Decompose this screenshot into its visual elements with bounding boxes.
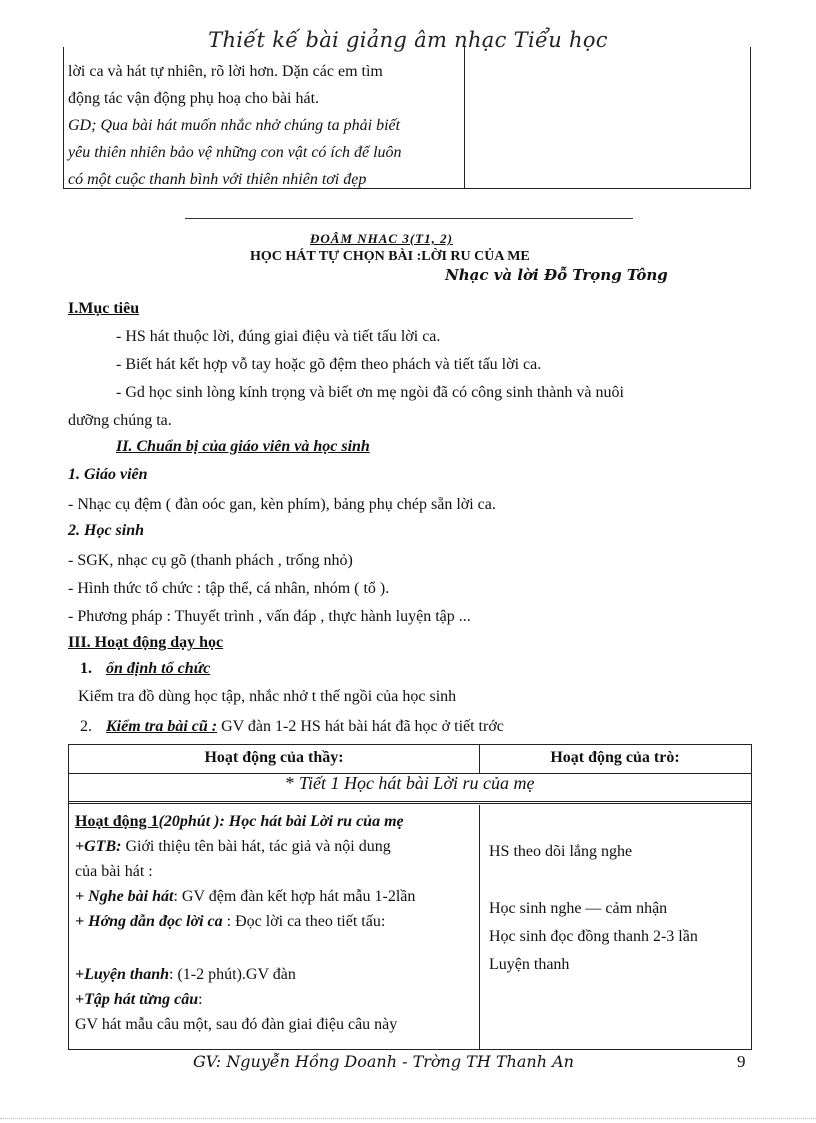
step-1-number: 1. xyxy=(80,660,92,677)
garbled-heading: ĐOÂM NHAC 3(T1, 2) xyxy=(310,231,453,246)
huong-line xyxy=(75,909,475,934)
student-response-1: HS theo dõi lắng nghe xyxy=(489,843,633,860)
student-response-2: Học sinh nghe — cảm nhận xyxy=(489,900,668,917)
huong-text: : Đọc lời ca theo tiết tấu: xyxy=(222,913,386,930)
col-teacher-header: Hoạt động của thầy: xyxy=(204,749,344,766)
student-response-3: Học sinh đọc đồng thanh 2-3 lần xyxy=(489,928,698,945)
page-header-title: Thiết kế bài giảng âm nhạc Tiểu học xyxy=(208,28,608,52)
luyen-text: : (1-2 phút).GV đàn xyxy=(169,966,296,983)
subheader-text: Tiết 1 Học hát bài Lời ru của mẹ xyxy=(298,773,535,793)
horizontal-rule xyxy=(185,218,633,219)
top-line-1: lời ca và hát tự nhiên, rõ lời hơn. Dặn các em tìm xyxy=(68,63,383,80)
section-1-heading xyxy=(68,300,139,318)
student-response-4: Luyện thanh xyxy=(489,956,570,973)
subheader-star: * xyxy=(285,773,299,793)
section-3-heading-text: III. Hoạt động dạy học xyxy=(68,634,224,651)
section-3-heading xyxy=(68,634,223,652)
teacher-item: - Nhạc cụ đệm ( đàn oóc gan, kèn phím), bảng phụ chép sẵn lời ca. xyxy=(68,496,496,513)
step-2-text: GV đàn 1-2 HS hát bài hát đã học ở tiết trớc xyxy=(217,718,504,735)
teacher-heading: 1. Giáo viên xyxy=(68,466,148,483)
step-2-number: 2. xyxy=(80,718,92,735)
teacher-column xyxy=(75,809,475,1037)
spacer xyxy=(75,934,475,962)
student-heading: 2. Học sinh xyxy=(68,522,145,539)
tap-text: : xyxy=(198,991,203,1008)
section-1-heading-text: I.Mục tiêu xyxy=(68,300,140,317)
objective-3a: - Gd học sinh lòng kính trọng và biết ơn mẹ ngòi đã có công sinh thành và nuôi xyxy=(116,384,624,401)
footer-author: GV: Nguyễn Hồng Doanh - Trờng TH Thanh An xyxy=(193,1052,574,1071)
tap-label: +Tập hát từng câu xyxy=(75,991,199,1008)
objective-1: - HS hát thuộc lời, đúng giai điệu và tiết tấu lời ca. xyxy=(116,328,441,345)
top-line-4: yêu thiên nhiên bảo vệ những con vật có ích để luôn xyxy=(68,144,402,161)
objective-3b: dưỡng chúng ta. xyxy=(68,412,172,429)
table-subheader xyxy=(69,773,751,804)
top-table-divider xyxy=(464,47,465,188)
section-2-heading xyxy=(116,438,370,456)
top-cell-text xyxy=(68,58,463,193)
luyen-line xyxy=(75,962,475,987)
table-header-row xyxy=(69,745,751,774)
gtb-text: Giới thiệu tên bài hát, tác giả và nội dung xyxy=(121,838,391,855)
nghe-label: + Nghe bài hát xyxy=(75,888,174,905)
step-1 xyxy=(80,656,210,682)
bottom-dotted-rule xyxy=(0,1118,816,1119)
activity-label: Hoạt động 1 xyxy=(75,813,159,830)
nghe-text: : GV đệm đàn kết hợp hát mẫu 1-2lần xyxy=(173,888,416,905)
activity-1-line xyxy=(75,809,475,834)
top-line-3: GD; Qua bài hát muốn nhắc nhở chúng ta phải biết xyxy=(68,117,401,134)
composer-credit: Nhạc và lời Đỗ Trọng Tông xyxy=(445,266,668,284)
step-2 xyxy=(80,714,504,740)
tap-line xyxy=(75,987,475,1012)
activity-rest: (20phút ): Học hát bài Lời ru của mẹ xyxy=(158,813,404,830)
student-item-3: - Phương pháp : Thuyết trình , vấn đáp , thực hành luyện tập ... xyxy=(68,608,471,625)
top-line-2: động tác vận động phụ hoạ cho bài hát. xyxy=(68,90,320,107)
lesson-title: HỌC HÁT TỰ CHỌN BÀI :LỜI RU CỦA ME xyxy=(250,249,530,264)
last-line: GV hát mẫu câu một, sau đó đàn giai điệu câu này xyxy=(75,1016,398,1033)
student-item-2: - Hình thức tổ chức : tập thể, cá nhân, nhóm ( tổ ). xyxy=(68,580,390,597)
huong-label: + Hớng dẫn đọc lời ca xyxy=(75,913,223,930)
nghe-line xyxy=(75,884,475,909)
step-2-label: Kiểm tra bài cũ : xyxy=(106,718,218,735)
activities-table xyxy=(68,744,752,1050)
section-2-heading-text: II. Chuẩn bị của giáo viên và học sinh xyxy=(116,438,370,455)
gtb-line xyxy=(75,834,475,859)
luyen-label: +Luyện thanh xyxy=(75,966,170,983)
step-1-text: Kiểm tra đồ dùng học tập, nhắc nhở t thế ngồi của học sinh xyxy=(78,688,457,705)
col-student-header: Hoạt động của trò: xyxy=(550,749,680,766)
step-1-label: ổn định tổ chức xyxy=(106,660,211,677)
gtb-text-2: của bài hát : xyxy=(75,863,153,880)
student-item-1: - SGK, nhạc cụ gõ (thanh phách , trống nhỏ) xyxy=(68,552,353,569)
body-separator xyxy=(479,805,480,1049)
objective-2: - Biết hát kết hợp vỗ tay hoặc gõ đệm theo phách và tiết tấu lời ca. xyxy=(116,356,542,373)
page-number: 9 xyxy=(737,1052,746,1071)
top-line-5: có một cuộc thanh bình với thiên nhiên tơi đẹp xyxy=(68,171,367,188)
gtb-label: +GTB: xyxy=(75,838,122,855)
